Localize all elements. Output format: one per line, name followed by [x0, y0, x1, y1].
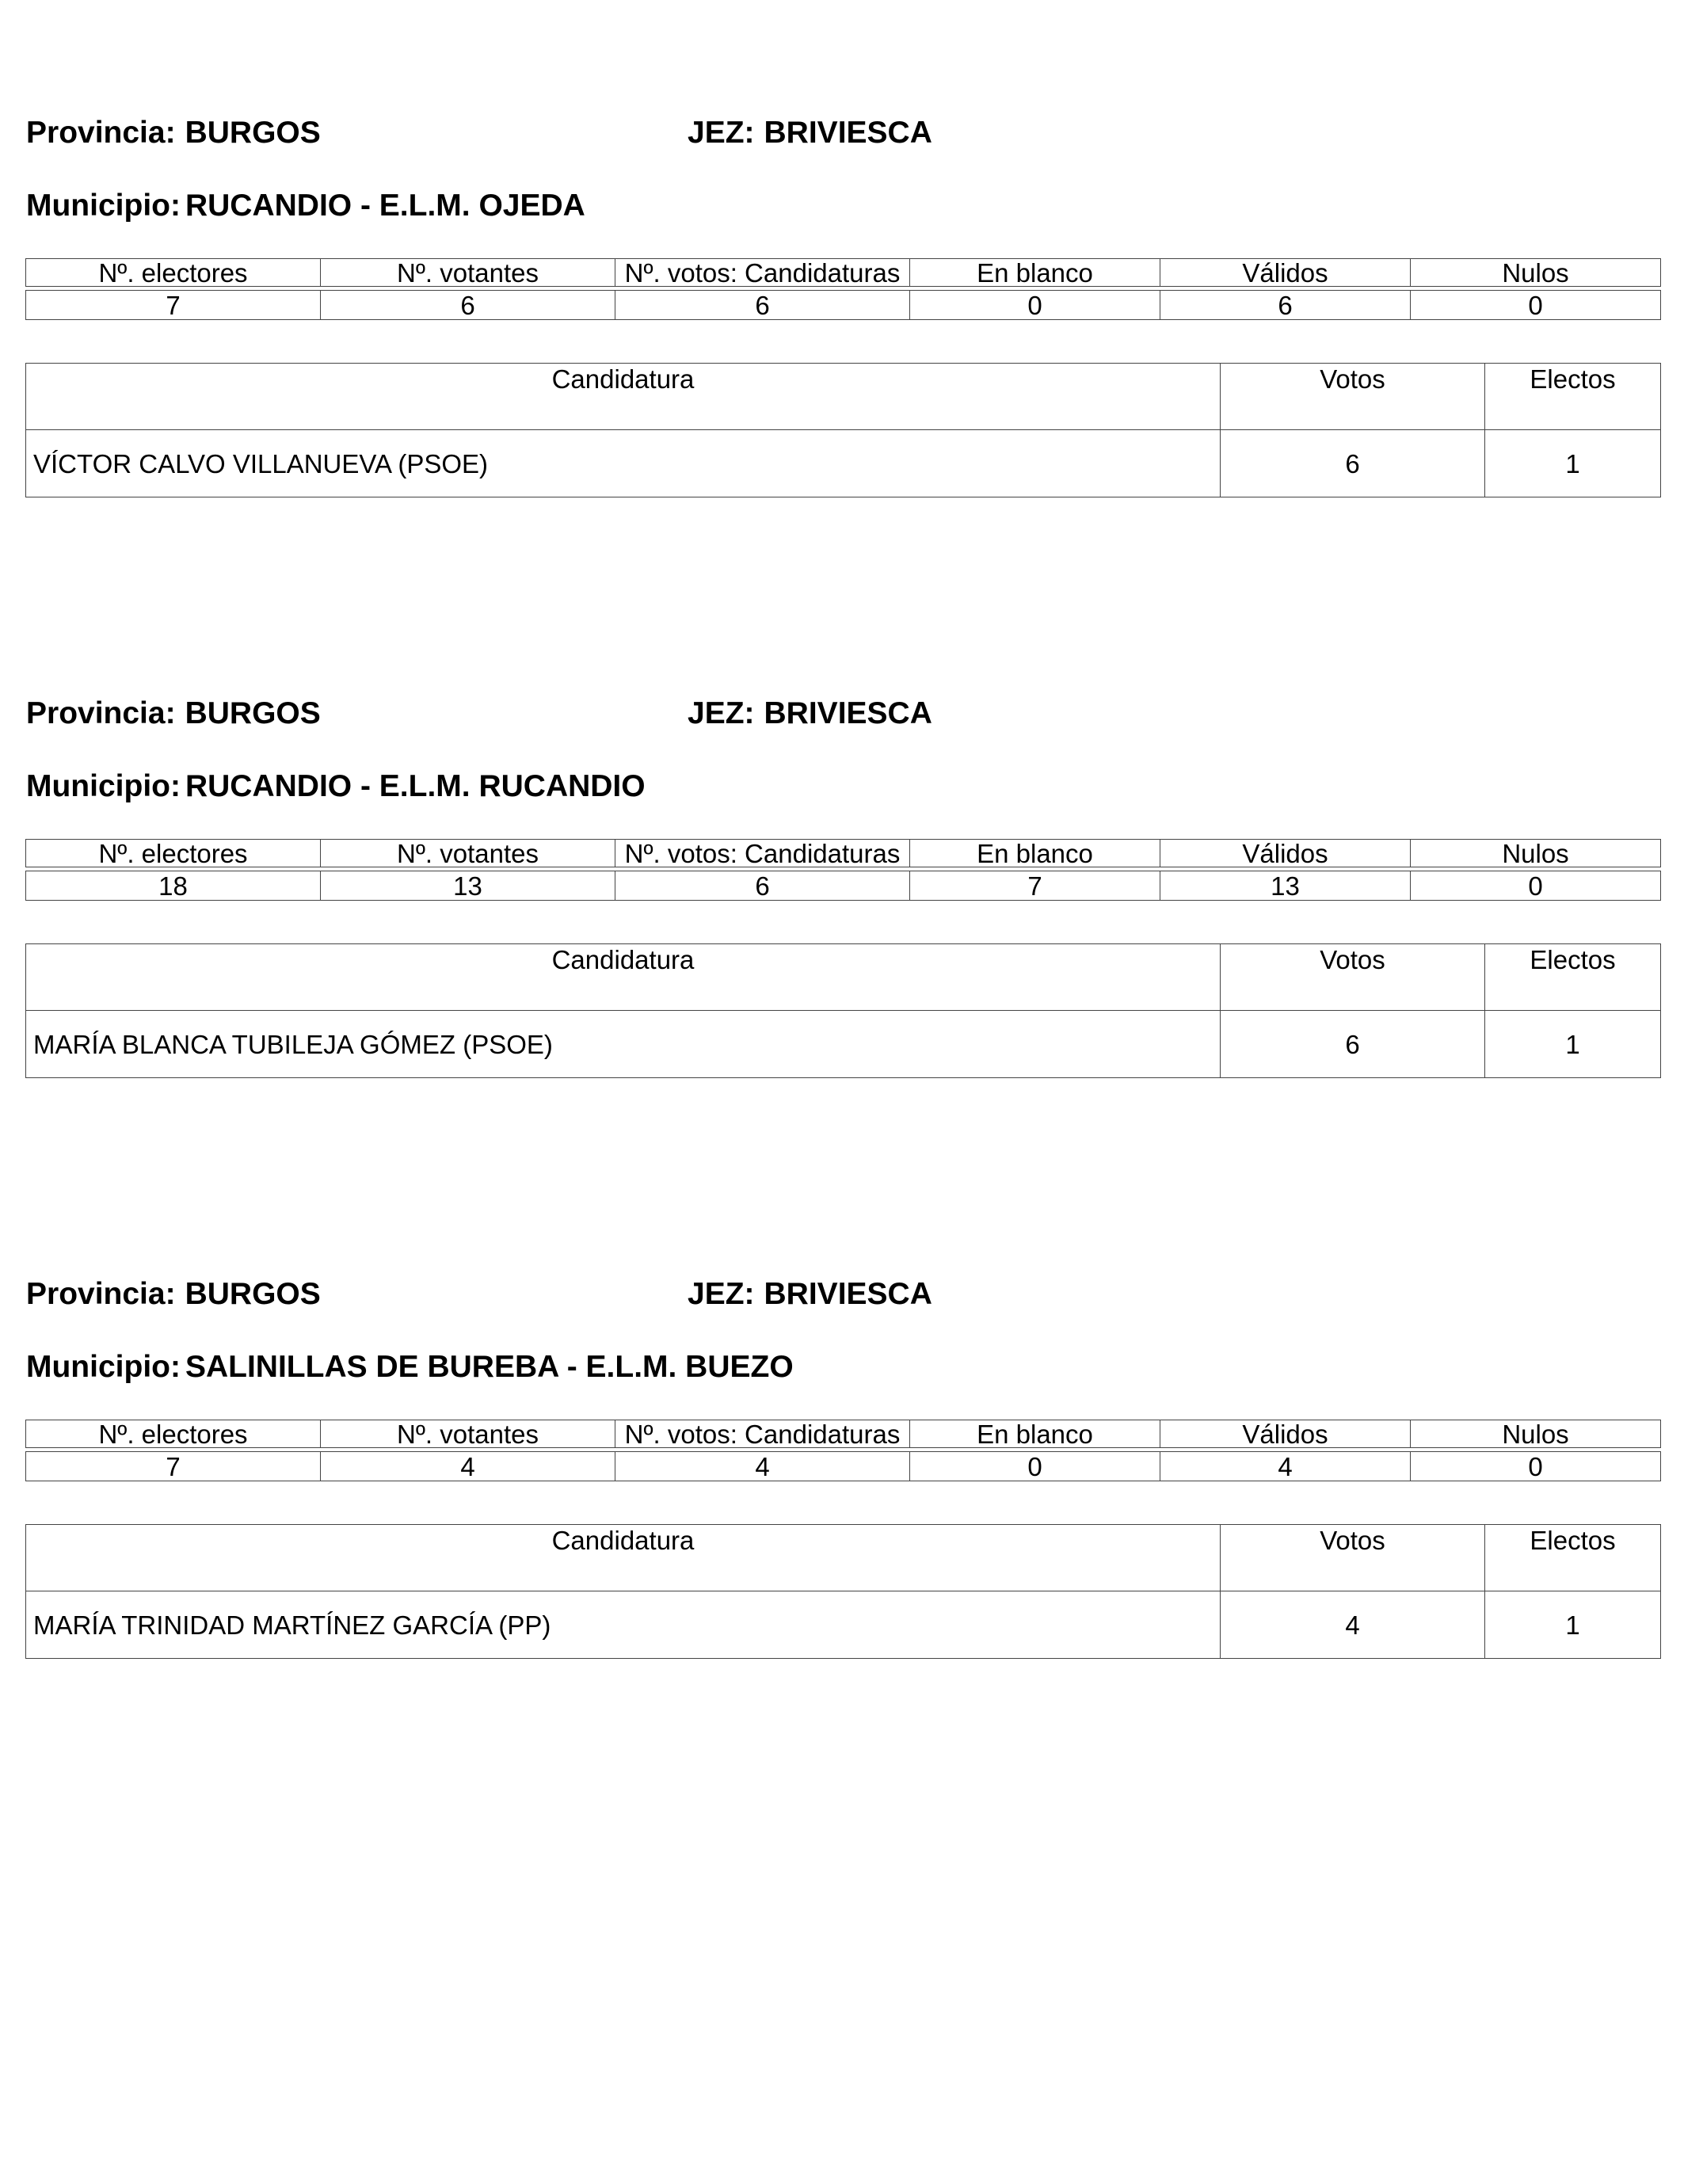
jez-value: BRIVIESCA [764, 116, 932, 150]
candidature-row [26, 1591, 1661, 1659]
jez-heading: JEZ: BRIVIESCA [688, 696, 932, 730]
header-candidatura: Candidatura [26, 364, 1221, 430]
header-en-blanco: En blanco [910, 1420, 1160, 1448]
candidature-row [26, 430, 1661, 497]
header-nulos: Nulos [1411, 1420, 1661, 1448]
value-nulos: 0 [1411, 291, 1661, 320]
header-votos: Votos [1221, 364, 1485, 430]
stats-table [25, 258, 1661, 320]
candidate-name: MARÍA TRINIDAD MARTÍNEZ GARCÍA (PP) [26, 1591, 1221, 1659]
value-votantes: 4 [321, 1452, 615, 1481]
header-votantes: Nº. votantes [321, 840, 615, 867]
value-nulos: 0 [1411, 1452, 1661, 1481]
value-electores: 18 [26, 871, 321, 901]
candidate-votes: 4 [1221, 1591, 1485, 1659]
value-votantes: 13 [321, 871, 615, 901]
value-votantes: 6 [321, 291, 615, 320]
value-en-blanco: 0 [910, 1452, 1160, 1481]
header-en-blanco: En blanco [910, 840, 1160, 867]
provincia-value: BURGOS [185, 1277, 321, 1311]
header-electores: Nº. electores [26, 259, 321, 287]
candidature-header-row [26, 1525, 1661, 1591]
municipio-value: RUCANDIO - E.L.M. RUCANDIO [185, 769, 646, 803]
candidate-votes: 6 [1221, 1011, 1485, 1078]
candidature-table [25, 363, 1661, 497]
header-votantes: Nº. votantes [321, 259, 615, 287]
value-validos: 4 [1160, 1452, 1411, 1481]
header-votos-candidaturas: Nº. votos: Candidaturas [615, 259, 910, 287]
value-validos: 13 [1160, 871, 1411, 901]
candidate-name: VÍCTOR CALVO VILLANUEVA (PSOE) [26, 430, 1221, 497]
result-section-buezo [0, 1161, 1684, 1652]
header-votos: Votos [1221, 1525, 1485, 1591]
candidature-table [25, 943, 1661, 1078]
candidature-table [25, 1524, 1661, 1659]
stats-header-row [26, 840, 1661, 867]
candidature-row [26, 1011, 1661, 1078]
stats-table [25, 839, 1661, 901]
jez-heading: JEZ: BRIVIESCA [688, 116, 932, 150]
header-validos: Válidos [1160, 1420, 1411, 1448]
candidate-elected: 1 [1485, 1591, 1661, 1659]
municipio-heading: Municipio: RUCANDIO - E.L.M. RUCANDIO [26, 769, 646, 803]
candidate-votes: 6 [1221, 430, 1485, 497]
stats-value-row [26, 291, 1661, 320]
municipio-heading: Municipio: SALINILLAS DE BUREBA - E.L.M. BUEZO [26, 1350, 794, 1384]
value-electores: 7 [26, 1452, 321, 1481]
header-validos: Válidos [1160, 840, 1411, 867]
municipio-heading: Municipio: RUCANDIO - E.L.M. OJEDA [26, 189, 585, 223]
result-section-rucandio [0, 581, 1684, 1072]
provincia-value: BURGOS [185, 696, 321, 730]
header-candidatura: Candidatura [26, 1525, 1221, 1591]
provincia-heading: Provincia: BURGOS [26, 116, 321, 150]
municipio-value: SALINILLAS DE BUREBA - E.L.M. BUEZO [185, 1350, 794, 1384]
header-votantes: Nº. votantes [321, 1420, 615, 1448]
candidate-elected: 1 [1485, 1011, 1661, 1078]
candidate-name: MARÍA BLANCA TUBILEJA GÓMEZ (PSOE) [26, 1011, 1221, 1078]
header-electos: Electos [1485, 364, 1661, 430]
candidature-header-row [26, 364, 1661, 430]
header-votos-candidaturas: Nº. votos: Candidaturas [615, 840, 910, 867]
stats-value-row [26, 1452, 1661, 1481]
value-validos: 6 [1160, 291, 1411, 320]
header-electores: Nº. electores [26, 840, 321, 867]
header-candidatura: Candidatura [26, 944, 1221, 1011]
provincia-heading: Provincia: BURGOS [26, 696, 321, 730]
header-electores: Nº. electores [26, 1420, 321, 1448]
value-votos-candidaturas: 6 [615, 871, 910, 901]
candidate-elected: 1 [1485, 430, 1661, 497]
value-votos-candidaturas: 4 [615, 1452, 910, 1481]
header-electos: Electos [1485, 1525, 1661, 1591]
stats-header-row [26, 1420, 1661, 1448]
stats-value-row [26, 871, 1661, 901]
value-electores: 7 [26, 291, 321, 320]
header-en-blanco: En blanco [910, 259, 1160, 287]
result-section-ojeda [0, 0, 1684, 491]
jez-heading: JEZ: BRIVIESCA [688, 1277, 932, 1311]
header-votos-candidaturas: Nº. votos: Candidaturas [615, 1420, 910, 1448]
stats-header-row [26, 259, 1661, 287]
value-votos-candidaturas: 6 [615, 291, 910, 320]
header-electos: Electos [1485, 944, 1661, 1011]
jez-value: BRIVIESCA [764, 1277, 932, 1311]
jez-value: BRIVIESCA [764, 696, 932, 730]
provincia-heading: Provincia: BURGOS [26, 1277, 321, 1311]
value-en-blanco: 7 [910, 871, 1160, 901]
header-nulos: Nulos [1411, 259, 1661, 287]
stats-table [25, 1420, 1661, 1481]
municipio-value: RUCANDIO - E.L.M. OJEDA [185, 189, 585, 223]
value-en-blanco: 0 [910, 291, 1160, 320]
value-nulos: 0 [1411, 871, 1661, 901]
candidature-header-row [26, 944, 1661, 1011]
header-nulos: Nulos [1411, 840, 1661, 867]
header-votos: Votos [1221, 944, 1485, 1011]
header-validos: Válidos [1160, 259, 1411, 287]
provincia-value: BURGOS [185, 116, 321, 150]
